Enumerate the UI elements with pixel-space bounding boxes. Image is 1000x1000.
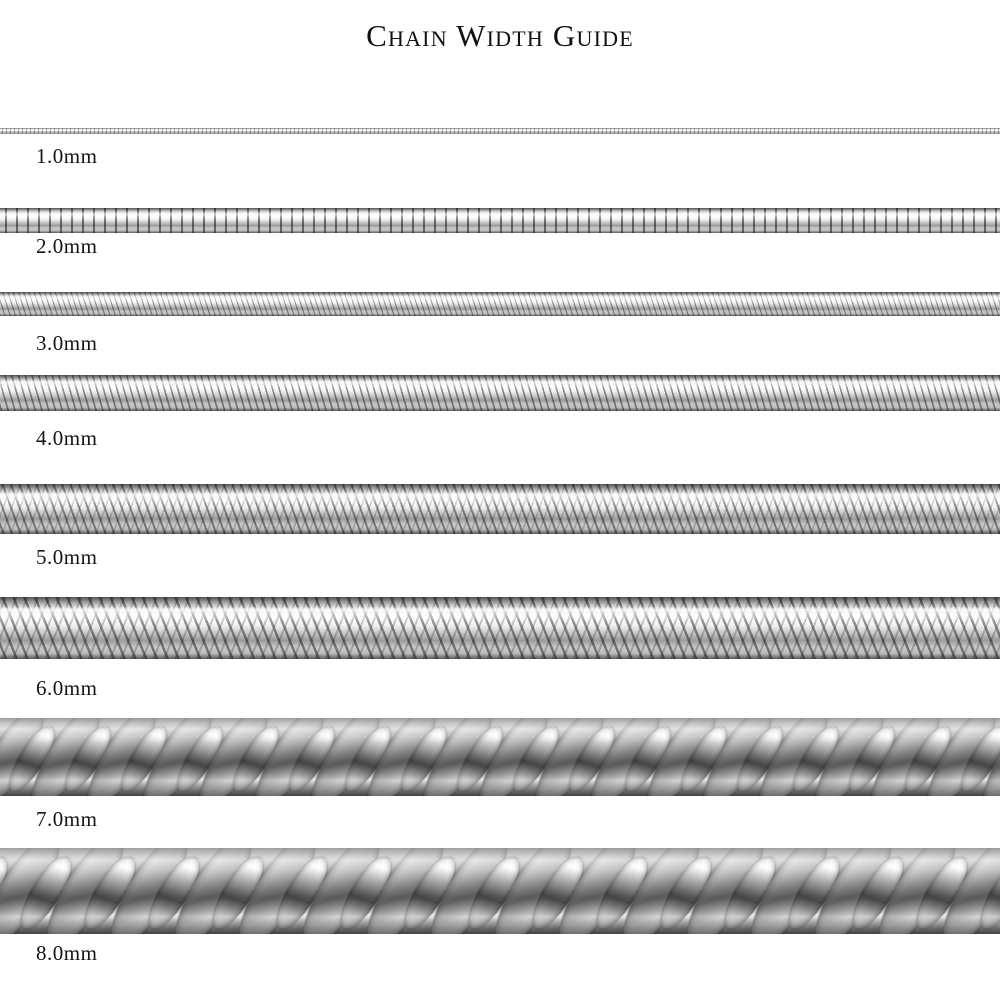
chain-image-5-0mm	[0, 484, 1000, 534]
rope-strands	[0, 718, 1000, 796]
page-title: Chain Width Guide	[366, 18, 634, 53]
chain-label-5-0mm: 5.0mm	[36, 545, 98, 569]
chain-image-2-0mm	[0, 208, 1000, 233]
chain-image-6-0mm	[0, 597, 1000, 659]
chain-image-8-0mm	[0, 848, 1000, 934]
chain-image-1-0mm	[0, 128, 1000, 134]
chain-image-3-0mm	[0, 292, 1000, 316]
chain-texture	[0, 128, 1000, 134]
chain-label-7-0mm: 7.0mm	[36, 807, 98, 831]
rope-strands	[0, 848, 1000, 934]
chain-texture	[0, 597, 1000, 659]
chain-texture	[0, 375, 1000, 411]
chain-image-4-0mm	[0, 375, 1000, 411]
chain-label-4-0mm: 4.0mm	[36, 426, 98, 450]
chain-label-3-0mm: 3.0mm	[36, 331, 98, 355]
chain-texture	[0, 292, 1000, 316]
chain-texture	[0, 208, 1000, 233]
chain-image-7-0mm	[0, 718, 1000, 796]
chain-label-8-0mm: 8.0mm	[36, 941, 98, 965]
chain-label-1-0mm: 1.0mm	[36, 144, 98, 168]
chain-label-2-0mm: 2.0mm	[36, 234, 98, 258]
chain-label-6-0mm: 6.0mm	[36, 676, 98, 700]
chain-texture	[0, 484, 1000, 534]
